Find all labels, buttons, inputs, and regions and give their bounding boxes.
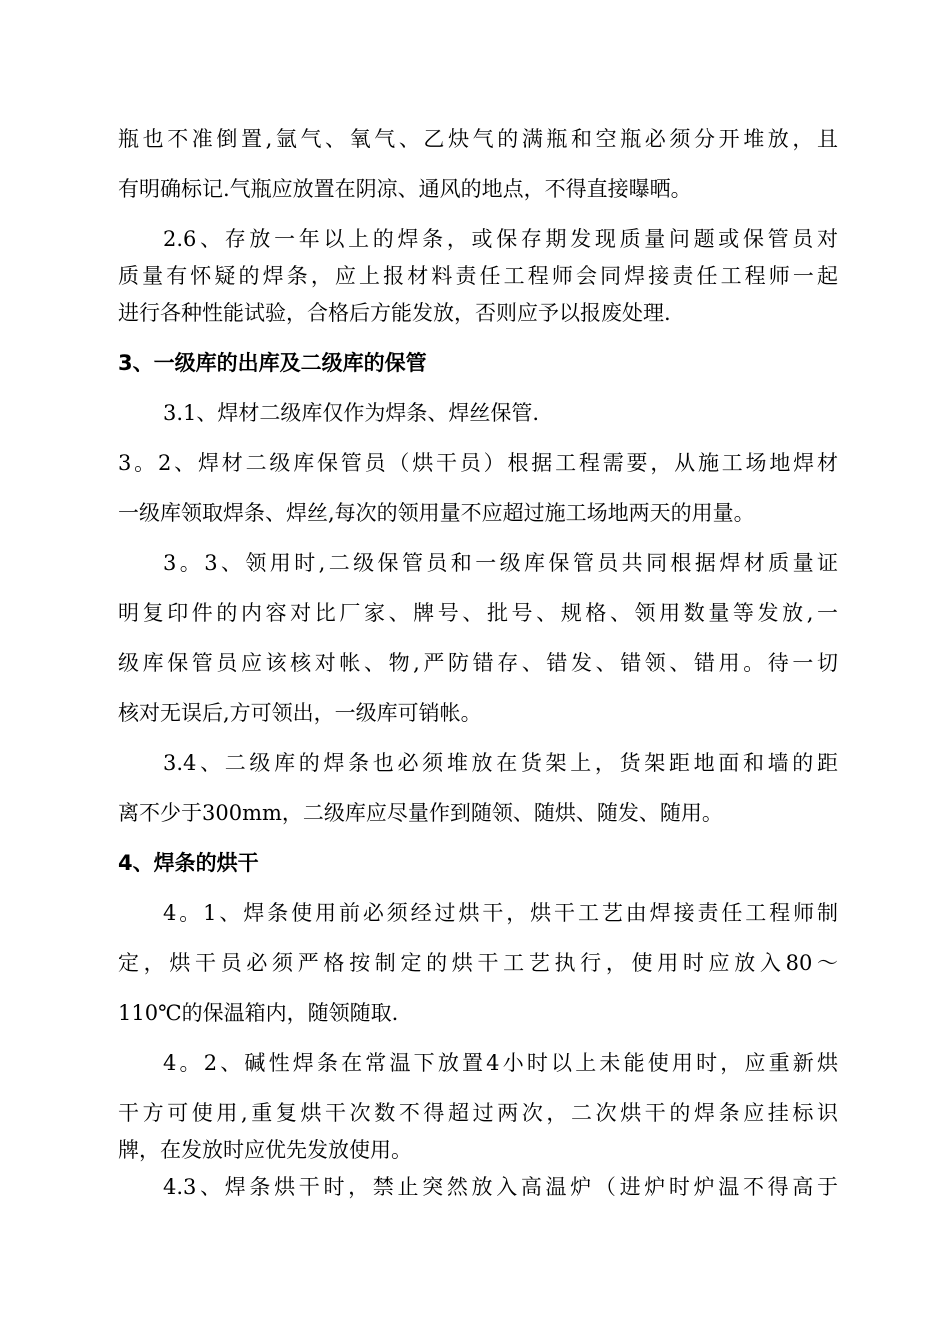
paragraph-line: 3.1、焊材二级库仅作为焊条、焊丝保管. <box>163 401 540 425</box>
paragraph-line: 明复印件的内容对比厂家、牌号、批号、规格、领用数量等发放,一 <box>118 601 838 625</box>
paragraph-line: 级库保管员应该核对帐、物,严防错存、错发、错领、错用。待一切 <box>118 651 838 675</box>
paragraph-line: 4。1、焊条使用前必须经过烘干，烘干工艺由焊接责任工程师制 <box>163 901 838 925</box>
paragraph-line: 离不少于300mm，二级库应尽量作到随领、随烘、随发、随用。 <box>118 801 723 825</box>
paragraph-line: 瓶也不准倒置,氩气、氧气、乙炔气的满瓶和空瓶必须分开堆放，且 <box>118 127 838 151</box>
paragraph-line: 3.4、二级库的焊条也必须堆放在货架上，货架距地面和墙的距 <box>163 751 838 775</box>
paragraph-line: 干方可使用,重复烘干次数不得超过两次，二次烘干的焊条应挂标识 <box>118 1101 838 1125</box>
section-heading: 4、焊条的烘干 <box>118 851 259 875</box>
paragraph-line: 一级库领取焊条、焊丝,每次的领用量不应超过施工场地两天的用量。 <box>118 501 755 525</box>
paragraph-line: 进行各种性能试验，合格后方能发放，否则应予以报废处理. <box>118 301 671 325</box>
paragraph-line: 定，烘干员必须严格按制定的烘干工艺执行，使用时应放入80～ <box>118 951 838 975</box>
section-heading: 3、一级库的出库及二级库的保管 <box>118 351 427 375</box>
paragraph-line: 2.6、存放一年以上的焊条，或保存期发现质量问题或保管员对 <box>163 227 838 251</box>
paragraph-line: 质量有怀疑的焊条，应上报材料责任工程师会同焊接责任工程师一起 <box>118 264 838 288</box>
paragraph-line: 3。3、领用时,二级保管员和一级库保管员共同根据焊材质量证 <box>163 551 838 575</box>
paragraph-line: 4.3、焊条烘干时，禁止突然放入高温炉（进炉时炉温不得高于 <box>163 1175 838 1199</box>
paragraph-line: 牌，在发放时应优先发放使用。 <box>118 1138 412 1162</box>
paragraph-line: 有明确标记.气瓶应放置在阴凉、通风的地点，不得直接曝晒。 <box>118 177 692 201</box>
paragraph-line: 3。2、焊材二级库保管员（烘干员）根据工程需要，从施工场地焊材 <box>118 451 838 475</box>
paragraph-line: 110℃的保温箱内，随领随取. <box>118 1001 399 1025</box>
paragraph-line: 核对无误后,方可领出，一级库可销帐。 <box>118 701 482 725</box>
paragraph-line: 4。2、碱性焊条在常温下放置4小时以上未能使用时，应重新烘 <box>163 1051 838 1075</box>
